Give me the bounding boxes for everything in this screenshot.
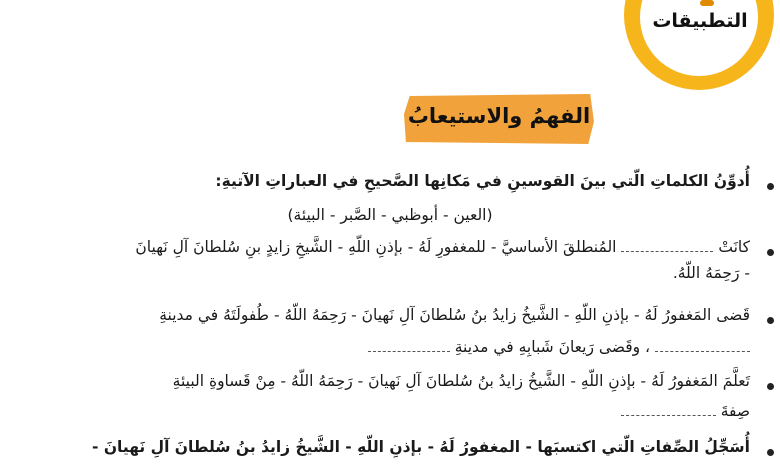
item-4-line-1: أُسَجِّلُ الصِّفاتِ الّتي اكتسبَها - المغفورُ لَهُ - بإذنِ اللّهِ - الشَّيخُ زايدُ بنُ سُلطانَ آلِ نَهيانَ -	[91, 438, 750, 456]
item-1-bullet	[767, 249, 774, 256]
section-title: الفهمُ والاستيعابُ	[407, 104, 591, 128]
item-1-line-1	[135, 238, 750, 256]
applications-badge-title: التطبيقات	[652, 10, 748, 32]
item-2-bullet	[767, 317, 774, 324]
item-1-blank[interactable]	[621, 239, 713, 252]
item-3-bullet	[767, 383, 774, 390]
item-3-line-2	[621, 402, 750, 420]
item-3-line-1: تَعلَّمَ المَغفورُ لَهُ - بإذنِ اللّهِ - الشَّيخُ زايدُ بنُ سُلطانَ آلِ نَهيانَ - رَحِمَهُ اللّهُ - مِنْ قَساوةِ البيئةِ	[172, 372, 750, 390]
item-2-blank-1[interactable]	[655, 339, 750, 352]
instruction-bullet	[767, 183, 774, 190]
item-2-middle: ، وقَضى رَيعانَ شَبابِهِ في مدينةِ	[454, 338, 651, 356]
item-2-line-2	[368, 338, 750, 356]
item-3-blank[interactable]	[621, 403, 716, 416]
item-1-line-2: - رَحِمَهُ اللّهُ.	[672, 264, 750, 282]
item-3-start: صِفةَ	[720, 402, 750, 420]
item-2-blank-2[interactable]	[368, 339, 450, 352]
item-2-line-1: قَضى المَغفورُ لَهُ - بإذنِ اللّهِ - الشَّيخُ زايدُ بنُ سُلطانَ آلِ نَهيانَ - رَحِمَهُ اللّهُ - طُفولَتَهُ في مدينةِ	[159, 306, 750, 324]
instruction-text: أُدوِّنُ الكلماتِ الّتي بينَ القوسينِ في مَكانِها الصَّحيحِ في العباراتِ الآتيةِ:	[215, 172, 750, 190]
item-4-bullet	[767, 449, 774, 456]
item-1-rest: المُنطلقَ الأساسيَّ - للمغفورِ لَهُ - بإذنِ اللّهِ - الشَّيخِ زايدٍ بنِ سُلطانَ آلِ نَهيانَ	[135, 238, 617, 256]
item-1-start: كانَتْ	[718, 238, 750, 256]
word-bank: (العين - أبوظبي - الصَّبر - البيئة)	[287, 206, 493, 224]
badge-accent-mark	[700, 0, 714, 6]
